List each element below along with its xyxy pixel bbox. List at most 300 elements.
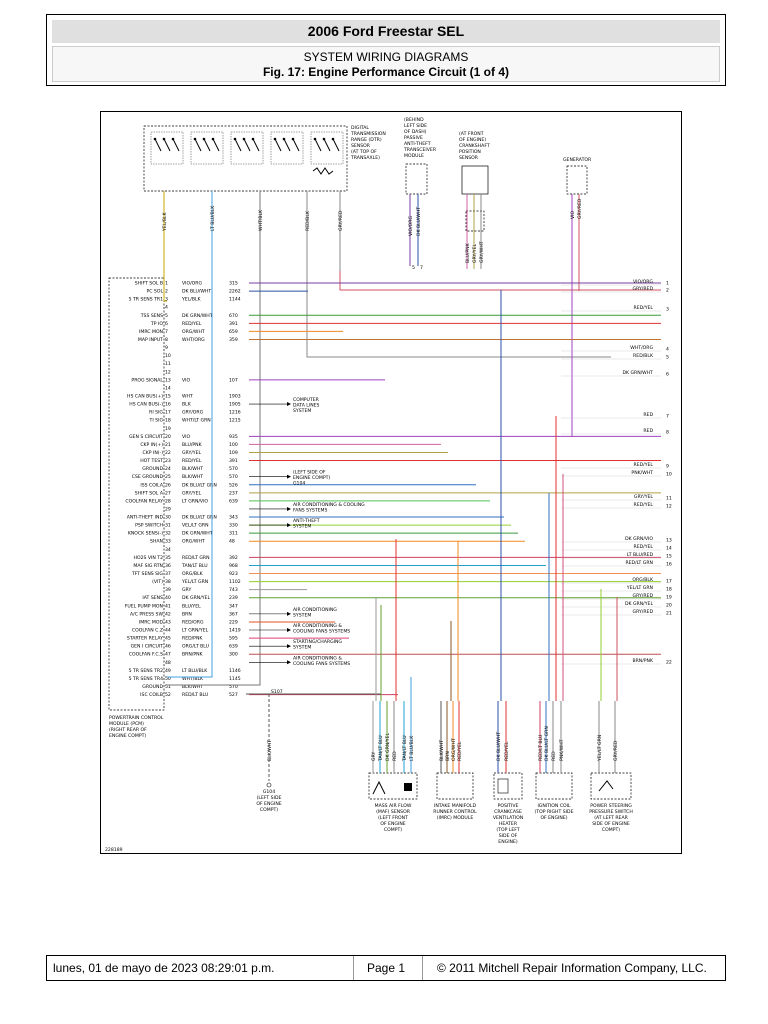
dtr-switch-contact (315, 139, 321, 151)
ckp-wire-label: GRY/YEL (473, 243, 478, 263)
ground-wire-label: BLK/WHT (268, 739, 273, 761)
dtr-switch-contact (253, 139, 259, 151)
pcm-pin-number: 15 (165, 394, 171, 400)
pats-label: PASSIVE (404, 136, 423, 141)
ckp-wire-label: BLU/PNK (466, 243, 471, 263)
system-reference-label: FANS SYSTEMS (293, 508, 328, 514)
wiring-diagram-svg (101, 112, 683, 855)
figure-title: Fig. 17: Engine Performance Circuit (1 of 4) (262, 65, 510, 79)
ground-symbol (267, 783, 271, 787)
pcm-circuit-number: 670 (229, 313, 238, 319)
system-reference-label: AIR CONDITIONING & COOLING (293, 502, 365, 508)
component-name: HEATER (498, 822, 518, 827)
pcm-circuit-number: 48 (229, 539, 235, 545)
system-arrow-head (287, 628, 291, 632)
pcm-pin-function: IMRC MOD (138, 620, 163, 626)
pcm-pin-number: 22 (165, 450, 171, 456)
right-connector-pin: 1 (666, 281, 669, 287)
pcm-wire-color: RED/YEL (182, 321, 202, 327)
pcm-pin-function: STARTER RELAY (126, 636, 163, 642)
dtr-sensor-label: SENSOR (351, 144, 370, 149)
pcm-pin-function: ISS COILA (140, 483, 163, 489)
pcm-circuit-number: 100 (229, 442, 238, 448)
dtr-switch-contact (284, 139, 290, 151)
right-connector-pin: 13 (666, 538, 672, 544)
right-connector-color: GRY/RED (632, 610, 653, 615)
right-connector-color: RED (643, 413, 653, 418)
pcm-pin-function: HOT TEST (140, 459, 163, 465)
pcm-label: (RIGHT REAR OF (109, 728, 147, 733)
section-subtitle: SYSTEM WIRING DIAGRAMS (303, 50, 469, 64)
pcm-pin-number: 32 (165, 531, 171, 537)
pcm-pin-function: PC SOL (146, 289, 163, 295)
pcm-circuit-number: 311 (229, 531, 238, 537)
pcm-pin-number: 7 (165, 329, 168, 335)
pcm-wire-color: ORG/WHT (182, 539, 205, 545)
component-wire-label: RED/YEL (458, 741, 463, 761)
system-reference-label: COOLING FANS SYSTEMS (293, 661, 351, 667)
pcm-pin-number: 51 (165, 685, 171, 690)
pcm-pin-function: COOLFAN F.C.S (128, 652, 163, 658)
pcm-wire-color: VIO/ORG (182, 281, 203, 287)
pcm-circuit-number: 1905 (229, 402, 241, 408)
pcm-pin-number: 39 (165, 588, 171, 594)
right-connector-pin: 11 (666, 496, 672, 502)
pcm-pin-number: 41 (165, 604, 171, 610)
right-connector-color: DK GRN/VIO (625, 537, 653, 542)
system-reference-label: STARTING/CHARGING (293, 640, 342, 646)
system-reference-label: AIR CONDITIONING & (293, 624, 342, 630)
component-name: RUNNER CONTROL (433, 810, 477, 815)
dtr-contact-point (163, 138, 166, 141)
component-wire-label: GRY/RED (614, 740, 619, 761)
pcm-pin-number: 16 (165, 402, 171, 408)
maf-heater-symbol (404, 783, 412, 791)
pcm-wire-color: DK GRN/YEL (182, 596, 211, 602)
pcm-circuit-number: 237 (229, 491, 238, 497)
right-connector-pin: 8 (666, 430, 669, 436)
ckp-label: CRANKSHAFT (459, 144, 490, 149)
dtr-contact-point (234, 138, 237, 141)
ckp-label: POSITION (459, 150, 481, 155)
pcm-circuit-number: 1146 (229, 668, 241, 674)
system-reference-label: G104 (293, 481, 306, 487)
pcm-pin-number: 42 (165, 612, 171, 618)
right-connector-pin: 12 (666, 504, 672, 510)
right-connector-color: BRN/PNK (632, 659, 653, 664)
pcm-pin-number: 18 (165, 418, 171, 424)
dtr-switch-contact (164, 139, 170, 151)
dtr-contact-point (172, 138, 175, 141)
pcm-pin-number: 27 (165, 491, 171, 497)
pcm-circuit-number: 1903 (229, 394, 241, 400)
right-connector-pin: 21 (666, 611, 672, 617)
pcm-circuit-number: 229 (229, 620, 238, 626)
dtr-wire-label: YEL/BLK (163, 212, 168, 231)
system-reference-label: SYSTEM (293, 409, 312, 415)
pcm-circuit-number: 968 (229, 563, 238, 569)
component-name: (IMRC) MODULE (436, 816, 474, 821)
component-wire-label: LT BLU/BLK (410, 735, 415, 761)
wire (340, 271, 661, 290)
dtr-sensor-label: RANGE (DTR) (351, 138, 382, 143)
pcm-pin-function: TI SIG (149, 418, 163, 424)
pcm-wire-color: RED/LT BLU (182, 693, 209, 699)
pcm-pin-number: 5 (165, 313, 168, 319)
component-name: (MAF) SENSOR (376, 810, 410, 815)
pcm-pin-number: 10 (165, 354, 171, 360)
right-connector-color: LT BLU/RED (626, 553, 653, 558)
pcm-pin-number: 13 (165, 378, 171, 384)
page-footer (46, 955, 726, 981)
pcm-circuit-number: 659 (229, 329, 238, 335)
pcm-pin-number: 37 (165, 572, 171, 578)
ground-g104-label: COMPT) (259, 808, 279, 813)
generator-wire-label: GRY/RED (578, 198, 583, 219)
component-box (536, 773, 572, 799)
pcm-wire-color: TAN/LT BLU (182, 563, 208, 569)
system-reference-label: ENGINE COMPT) (293, 476, 331, 482)
pcm-pin-number: 12 (165, 370, 171, 376)
pcm-wire-color: DK BLU/LT GRN (182, 515, 217, 521)
right-connector-pin: 7 (666, 414, 669, 420)
component-wire-label: RED/LT BLU (539, 734, 544, 761)
system-reference-label: SYSTEM (293, 645, 312, 651)
component-name: VENTILATION (492, 816, 524, 821)
pcv-heater-symbol (498, 779, 508, 793)
component-name: (LEFT FRONT (378, 816, 408, 821)
pcm-wire-color: BRN/PNK (182, 652, 203, 658)
right-connector-pin: 2 (666, 288, 669, 294)
pcm-circuit-number: 595 (229, 636, 238, 642)
dtr-contact-point (203, 138, 206, 141)
pcm-pin-function: HO2S VIN T2 (133, 555, 163, 561)
pcm-wire-color: BLK/WHT (182, 685, 204, 690)
pcm-circuit-number: 1144 (229, 297, 241, 303)
right-connector-color: RED/LT GRN (625, 561, 653, 566)
component-wire-label: RED/YEL (505, 741, 510, 761)
dtr-wire-label: RED/BLK (306, 211, 311, 231)
figure-id: 228189 (105, 848, 123, 853)
pcm-wire-color: BLU/PNK (182, 442, 202, 448)
pcm-wire-color: VIO (182, 434, 191, 440)
pcm-pin-function: 5 TR SENS TR4 (128, 676, 163, 682)
ground-g104-label: (LEFT SIDE (256, 796, 282, 801)
dtr-switch-box (311, 132, 343, 164)
pcm-wire-color: WHT/ORG (182, 337, 205, 343)
pcm-wire-color: DK GRN/WHT (182, 531, 213, 537)
pcm-pin-number: 47 (165, 652, 171, 658)
component-name: OF ENGINE (380, 822, 406, 827)
pcm-wire-color: RED/ORG (182, 620, 204, 626)
system-arrow-head (287, 523, 291, 527)
right-connector-pin: 18 (666, 587, 672, 593)
component-wire-label: GRY (372, 751, 377, 761)
right-connector-pin: 17 (666, 579, 672, 585)
wiring-diagram (100, 111, 682, 854)
print-date: lunes, 01 de mayo de 2023 08:29:01 p.m. (53, 961, 275, 975)
right-connector-pin: 15 (666, 554, 672, 560)
component-name: (AT LEFT REAR (594, 816, 628, 821)
pcm-pin-number: 20 (165, 434, 171, 440)
pcm-label: POWERTRAIN CONTROL (109, 716, 164, 721)
component-wire-label: PNK/WHT (560, 739, 565, 761)
pcm-wire-color: BLK/WHT (182, 467, 204, 473)
component-name: PRESSURE SWITCH (589, 810, 633, 815)
pcm-pin-number: 1 (165, 281, 168, 287)
pcm-circuit-number: 359 (229, 337, 238, 343)
pcm-pin-number: 21 (165, 442, 171, 448)
pcm-circuit-number: 743 (229, 588, 238, 594)
pcm-circuit-number: 347 (229, 604, 238, 610)
system-reference-label: ANTI-THEFT (293, 519, 320, 525)
dtr-switch-contact (333, 139, 339, 151)
pcm-pin-function: CKP IN(-) (142, 450, 163, 456)
pcm-circuit-number: 107 (229, 378, 238, 384)
pats-label: TRANSCEIVER (404, 148, 437, 153)
pcm-pin-function: GEN I CIRCUIT (130, 644, 163, 650)
pcm-pin-number: 38 (165, 580, 171, 586)
pcm-circuit-number: 1216 (229, 410, 241, 416)
right-connector-color: RED/YEL (633, 463, 653, 468)
dtr-sensor-label: (AT TOP OF (351, 150, 377, 155)
maf-sensor-symbol (373, 782, 385, 794)
system-reference-label: (LEFT SIDE OF (293, 470, 326, 476)
component-wire-label: TAN/LT BLU (403, 735, 408, 761)
pcm-pin-function: PSP SWITCH (135, 523, 163, 529)
ckp-sensor-box (462, 166, 488, 194)
pcm-pin-number: 23 (165, 459, 171, 465)
pcm-pin-function: COOLFAN RELAY (125, 499, 163, 505)
pcm-pin-function: SHAN (150, 539, 163, 545)
pcm-pin-number: 34 (165, 547, 171, 553)
dtr-switch-box (231, 132, 263, 164)
pcm-pin-number: 28 (165, 499, 171, 505)
right-connector-color: RED/YEL (633, 306, 653, 311)
pcm-pin-function: SHIFT SOL B (134, 281, 163, 287)
component-name: COMPT) (383, 828, 403, 833)
system-arrow-head (287, 612, 291, 616)
pcm-pin-number: 6 (165, 321, 168, 327)
dtr-switch-contact (204, 139, 210, 151)
right-connector-pin: 10 (666, 472, 672, 478)
pcm-wire-color: GRY/ORG (182, 410, 204, 416)
component-wire-label: DK BLU/WHT (497, 731, 502, 761)
pcm-pin-function: GEN S CIRCUIT (129, 434, 163, 440)
pcm-circuit-number: 315 (229, 281, 238, 287)
component-wire-label: BLK/WHT (440, 739, 445, 761)
dtr-contact-point (243, 138, 246, 141)
pcm-circuit-number: 570 (229, 475, 238, 481)
pcm-wire-color: VEL/LT GRN (182, 523, 209, 529)
dtr-switch-contact (235, 139, 241, 151)
pcm-pin-function: TFT SENS SIG (131, 572, 163, 578)
vehicle-title: 2006 Ford Freestar SEL (52, 20, 720, 43)
dtr-contact-point (332, 138, 335, 141)
dtr-sensor-label: TRANSMISSION (351, 132, 386, 137)
component-name: MASS AIR FLOW (374, 804, 412, 809)
pats-label: MODULE (404, 154, 424, 159)
right-connector-color: DK GRN/YEL (624, 602, 653, 607)
pcm-wire-color: ORG/BLK (182, 572, 203, 578)
dtr-switch-box (271, 132, 303, 164)
right-connector-pin: 9 (666, 464, 669, 470)
pcm-pin-function: RI SIG (149, 410, 163, 416)
pcm-wire-color: WHT/LT GRN (182, 418, 211, 424)
pcm-circuit-number: 923 (229, 572, 238, 578)
pcm-circuit-number: 1102 (229, 580, 241, 586)
right-connector-color: DK GRN/WHT (622, 371, 653, 376)
right-connector-color: RED/YEL (633, 545, 653, 550)
pcm-pin-function: PROG SIGNAL (131, 378, 163, 384)
dtr-wire-label: WHT/BLK (259, 209, 264, 231)
component-name: SIDE OF ENGINE (592, 822, 630, 827)
pcm-circuit-number: 570 (229, 467, 238, 473)
pcm-circuit-number: 239 (229, 596, 238, 602)
pats-label: (BEHIND (404, 118, 424, 123)
pcm-pin-number: 49 (165, 668, 171, 674)
system-reference-label: SYSTEM (293, 613, 312, 619)
pcm-pin-number: 19 (165, 426, 171, 432)
pcm-pin-number: 43 (165, 620, 171, 626)
component-wire-label: DK BLU/LT GRN (545, 726, 550, 761)
right-connector-color: RED/BLK (633, 354, 653, 359)
generator-wire-label: VIO (571, 210, 576, 219)
pcm-circuit-number: 367 (229, 612, 238, 618)
pcm-pin-number: 29 (165, 507, 171, 513)
pcm-pin-function: TP IO (150, 321, 163, 327)
pcm-pin-number: 2 (165, 289, 168, 295)
pcm-pin-number: 44 (165, 628, 171, 634)
pcm-pin-function: IAT SENS (142, 596, 163, 602)
pcm-wire-color: BLU/YEL (182, 604, 201, 610)
pcm-circuit-number: 570 (229, 685, 238, 690)
pcm-wire-color: YEL/LT GRN (182, 580, 209, 586)
pcm-wire-color: ORG/LT BLU (182, 644, 209, 650)
dtr-contact-point (154, 138, 157, 141)
dtr-switch-contact (173, 139, 179, 151)
component-name: ENGINE) (498, 840, 518, 845)
right-connector-pin: 22 (666, 660, 672, 666)
system-arrow-head (287, 475, 291, 479)
dtr-switch-contact (213, 139, 219, 151)
pcm-pin-function: ISC COILB (140, 693, 163, 699)
pcm-wire-color: DK BLU/LT GRN (182, 483, 217, 489)
pcm-pin-function: HS CAN BUS(+) (127, 394, 163, 400)
pcm-pin-number: 25 (165, 475, 171, 481)
dtr-switch-box (191, 132, 223, 164)
pcm-wire-color: GRY/YEL (182, 491, 202, 497)
pcm-circuit-number: 300 (229, 652, 238, 658)
dtr-contact-point (323, 138, 326, 141)
dtr-switch-contact (293, 139, 299, 151)
pats-wire-label: DK BLU/WHT (417, 206, 422, 236)
right-connector-pin: 16 (666, 562, 672, 568)
wire (307, 271, 611, 357)
right-connector-color: PNK/WHT (631, 471, 653, 476)
component-name: POSITIVE (497, 804, 519, 809)
pcm-circuit-number: 392 (229, 555, 238, 561)
pcm-circuit-number: 1215 (229, 418, 241, 424)
pcm-pin-function: KNOCK SENS(-) (127, 531, 163, 537)
right-connector-color: ORG/BLK (632, 578, 653, 583)
pcm-pin-function: CKP IN(+) (140, 442, 163, 448)
component-name: CRANKCASE (494, 810, 522, 815)
dtr-resistor (313, 168, 333, 174)
pcm-pin-number: 48 (165, 660, 171, 666)
right-connector-color: RED/YEL (633, 503, 653, 508)
pats-module-box (406, 164, 427, 194)
pcm-pin-function: ANTI-THEFT IND (126, 515, 163, 521)
dtr-contact-point (274, 138, 277, 141)
pcm-circuit-number: 1419 (229, 628, 241, 634)
pcm-pin-number: 8 (165, 337, 168, 343)
pcm-pin-function: 5 TR SENS TR2 (128, 668, 163, 674)
pcm-pin-number: 3 (165, 297, 168, 303)
pcm-wire-color: LT GRN/YEL (182, 628, 209, 634)
right-connector-pin: 6 (666, 372, 669, 378)
pcm-wire-color: RED/LT GRN (182, 555, 210, 561)
dtr-contact-point (314, 138, 317, 141)
right-connector-color: RED (643, 429, 653, 434)
component-wire-label: DK GRN/YEL (386, 732, 391, 761)
pcm-pin-function: 5 TR SENS TR1 (128, 297, 163, 303)
pcm-wire-color: DK BLU/WHT (182, 289, 212, 295)
pcm-wire-color: BRN (182, 612, 192, 618)
dtr-sensor-label: DIGITAL (351, 126, 369, 131)
pcm-wire-color: YEL/BLK (182, 297, 201, 303)
dtr-wire-label: LT BLU/BLK (211, 205, 216, 231)
component-wire-label: ORG/WHT (452, 738, 457, 761)
pcm-circuit-number: 639 (229, 644, 238, 650)
pcm-pin-function: IMRC MON (139, 329, 163, 335)
pcm-wire-color: DK GRN/WHT (182, 313, 213, 319)
component-wire-label: TAN/LT BLU (379, 735, 384, 761)
pcm-circuit-number: 527 (229, 693, 238, 699)
pats-label: ANTI-THEFT (404, 142, 431, 147)
component-name: INTAKE MANIFOLD (433, 804, 477, 809)
pcm-pin-number: 36 (165, 563, 171, 569)
pats-label: LEFT SIDE (404, 124, 428, 129)
pcm-pin-number: 40 (165, 596, 171, 602)
pcm-pin-function: SHIFT SOL A (134, 491, 163, 497)
pcm-pin-function: FUEL PUMP MON (124, 604, 163, 610)
component-name: OF ENGINE) (540, 816, 568, 821)
right-connector-pin: 14 (666, 546, 672, 552)
pcm-wire-color: RED/PNK (182, 636, 203, 642)
system-reference-label: AIR CONDITIONING (293, 607, 337, 613)
pcm-pin-number: 30 (165, 515, 171, 521)
pcm-wire-color: ORG/WHT (182, 329, 205, 335)
pcm-pin-number: 45 (165, 636, 171, 642)
ckp-wire-label: GRY/WHT (480, 241, 485, 263)
pcm-pin-number: 33 (165, 539, 171, 545)
pcm-label: MODULE (PCM) (109, 722, 144, 727)
right-connector-pin: 3 (666, 307, 669, 313)
pcm-wire-color: GRY/YEL (182, 450, 202, 456)
pcm-pin-number: 11 (165, 362, 171, 368)
ground-g104-label: OF ENGINE (256, 802, 282, 807)
component-name: POWER STEERING (590, 804, 632, 809)
pcm-circuit-number: 330 (229, 523, 238, 529)
wire (167, 271, 260, 685)
pcm-circuit-number: 391 (229, 459, 238, 465)
pcm-wire-color: WHT (182, 394, 193, 400)
ckp-label: SENSOR (459, 156, 478, 161)
dtr-contact-point (283, 138, 286, 141)
dtr-switch-contact (155, 139, 161, 151)
right-connector-color: YEL/LT GRN (626, 586, 653, 591)
